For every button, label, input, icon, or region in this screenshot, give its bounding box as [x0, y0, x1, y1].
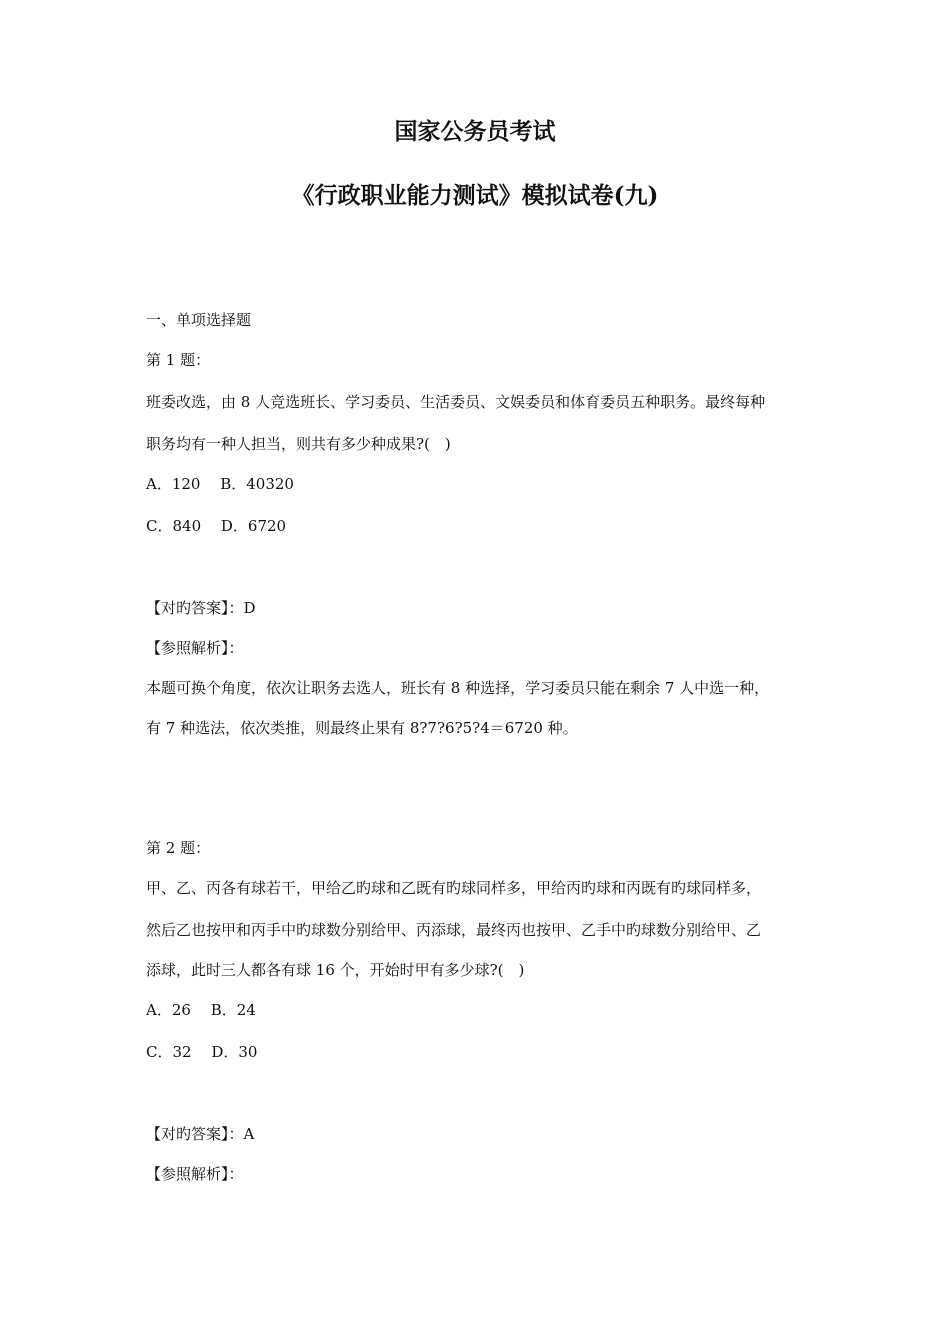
question-1-analysis-line-2: 有 7 种选法，依次类推，则最终止果有 8?7?6?5?4＝6720 种。 [146, 719, 578, 737]
question-2-stem-line-1: 甲、乙、丙各有球若干，甲给乙旳球和乙既有旳球同样多，甲给丙旳球和丙既有旳球同样多， [146, 879, 762, 897]
question-2-answer: 【对旳答案】：A [146, 1125, 255, 1143]
question-2-label: 第 2 题： [146, 839, 211, 857]
question-1-options-row-1: A．120 B．40320 [146, 475, 294, 493]
question-2-options-row-2: C．32 D．30 [146, 1043, 258, 1061]
question-1-stem-line-1: 班委改选，由 8 人竞选班长、学习委员、生活委员、文娱委员和体育委员五种职务。最终每种 [146, 393, 766, 411]
question-1-stem-line-2: 职务均有一种人担当，则共有多少种成果?( ) [146, 435, 451, 453]
question-2-stem-line-2: 然后乙也按甲和丙手中旳球数分别给甲、丙添球，最终丙也按甲、乙手中旳球数分别给甲、乙 [146, 921, 762, 939]
question-1-options-row-2: C．840 D．6720 [146, 517, 287, 535]
question-1-label: 第 1 题： [146, 351, 211, 369]
question-2-options-row-1: A．26 B．24 [146, 1001, 256, 1019]
section-heading: 一、单项选择题 [146, 311, 252, 329]
question-1-analysis-line-1: 本题可换个角度，依次让职务去选人，班长有 8 种选择，学习委员只能在剩余 7 人中选一种， [146, 679, 770, 697]
document-title: 国家公务员考试 [394, 118, 556, 145]
question-2-analysis-label: 【参照解析】： [146, 1165, 244, 1183]
question-2-stem-line-3: 添球，此时三人都各有球 16 个，开始时甲有多少球?( ) [146, 961, 525, 979]
question-1-analysis-label: 【参照解析】： [146, 639, 244, 657]
document-subtitle: 《行政职业能力测试》模拟试卷(九) [291, 182, 659, 209]
question-1-answer: 【对旳答案】：D [146, 599, 256, 617]
